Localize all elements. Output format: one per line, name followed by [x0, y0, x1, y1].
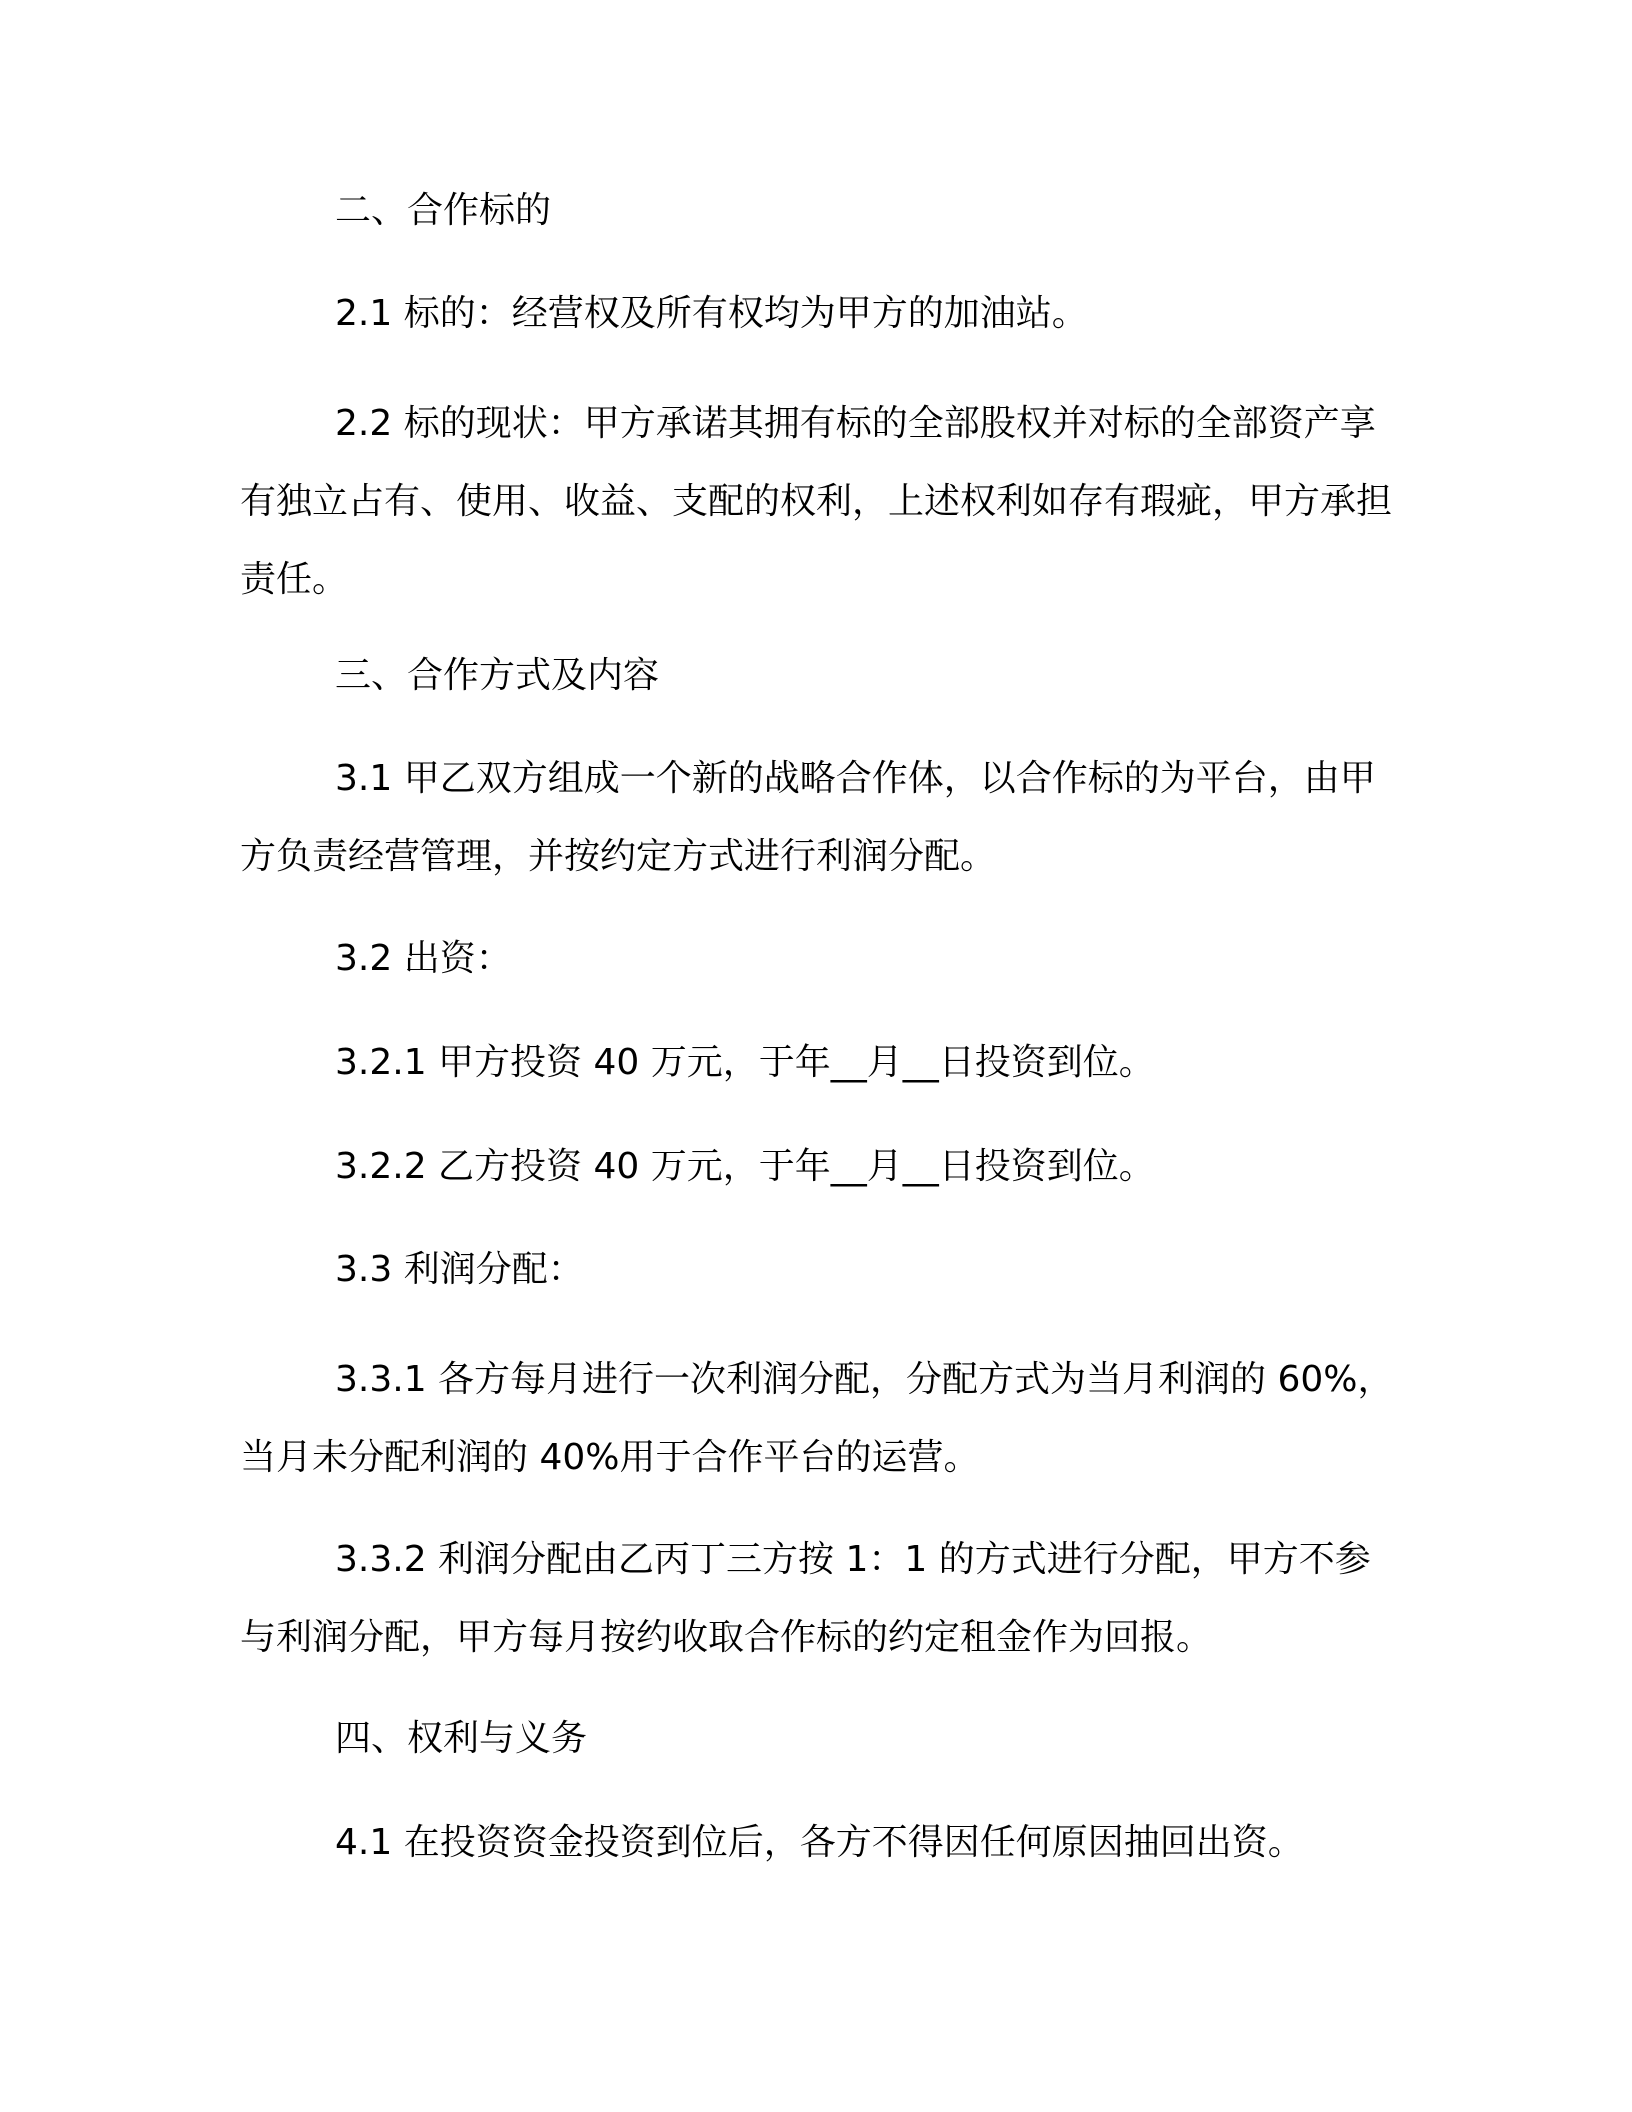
- section-heading-cooperation-subject: 二、合作标的: [335, 190, 552, 231]
- section-heading-cooperation-method: 三、合作方式及内容: [335, 655, 660, 696]
- clause-3-3: 3.3 利润分配：: [335, 1249, 584, 1290]
- document-page: [240, 0, 1400, 2112]
- clause-2-2: 2.2 标的现状：甲方承诺其拥有标的全部股权并对标的全部资产享有独立占有、使用、收益、支配的权利，上述权利如存有瑕疵，甲方承担责任。: [240, 403, 1393, 600]
- clause-3-3-2: 3.3.2 利润分配由乙丙丁三方按 1：1 的方式进行分配，甲方不参与利润分配，甲方每月按约收取合作标的约定租金作为回报。: [240, 1539, 1371, 1658]
- clause-4-1: 4.1 在投资资金投资到位后，各方不得因任何原因抽回出资。: [335, 1822, 1304, 1863]
- clause-3-2-2: 3.2.2 乙方投资 40 万元，于年__月__日投资到位。: [335, 1146, 1155, 1187]
- clause-3-2-1: 3.2.1 甲方投资 40 万元，于年__月__日投资到位。: [335, 1042, 1155, 1083]
- clause-3-1: 3.1 甲乙双方组成一个新的战略合作体，以合作标的为平台，由甲方负责经营管理，并按约定方式进行利润分配。: [240, 758, 1376, 877]
- clause-3-3-1: 3.3.1 各方每月进行一次利润分配，分配方式为当月利润的 60%，当月未分配利润的 40%用于合作平台的运营。: [240, 1359, 1394, 1478]
- clause-2-1: 2.1 标的：经营权及所有权均为甲方的加油站。: [335, 293, 1088, 334]
- section-heading-rights-obligations: 四、权利与义务: [335, 1718, 588, 1759]
- clause-3-2: 3.2 出资：: [335, 938, 512, 979]
